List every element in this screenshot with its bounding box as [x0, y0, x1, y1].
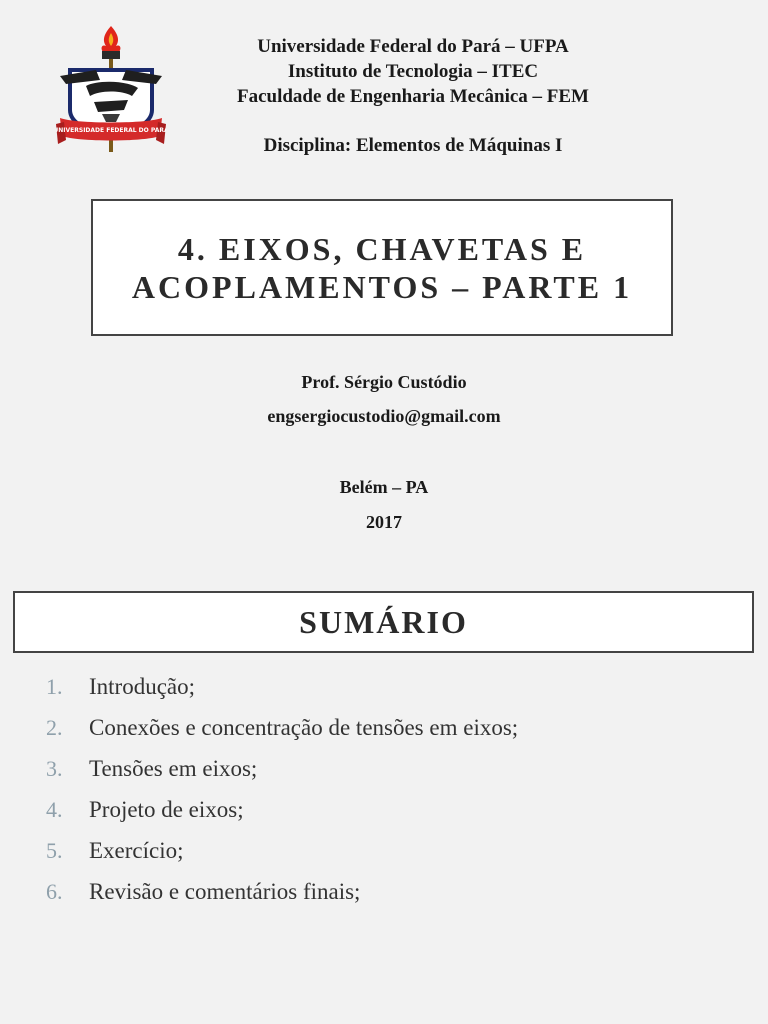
author-email: engsergiocustodio@gmail.com — [267, 406, 501, 426]
faculty-name: Faculdade de Engenharia Mecânica – FEM — [236, 86, 589, 107]
list-text: Conexões e concentração de tensões em eixos; — [89, 714, 519, 740]
year: 2017 — [366, 512, 402, 532]
table-of-contents — [40, 666, 740, 912]
title-line-1: 4. EIXOS, CHAVETAS E — [177, 230, 587, 267]
list-item — [40, 748, 740, 789]
list-number: 4. — [46, 796, 63, 822]
summary-header-box — [13, 591, 754, 653]
list-item — [40, 707, 740, 748]
university-name: Universidade Federal do Pará – UFPA — [257, 36, 569, 57]
university-crest-icon — [56, 24, 166, 156]
list-text: Introdução; — [89, 673, 196, 699]
list-number: 3. — [46, 755, 63, 781]
list-item — [40, 789, 740, 830]
list-text: Projeto de eixos; — [89, 796, 244, 822]
list-item — [40, 666, 740, 707]
list-number: 6. — [46, 878, 63, 904]
list-text: Exercício; — [89, 837, 184, 863]
summary-title: SUMÁRIO — [299, 603, 468, 640]
author-name: Prof. Sérgio Custódio — [301, 372, 467, 392]
list-number: 2. — [46, 714, 63, 740]
location: Belém – PA — [339, 477, 429, 497]
list-number: 1. — [46, 673, 63, 699]
title-line-2: ACOPLAMENTOS – PARTE 1 — [131, 268, 633, 305]
institution-header — [200, 34, 626, 109]
list-text: Revisão e comentários finais; — [89, 878, 361, 904]
title-box — [91, 199, 673, 336]
svg-text:UNIVERSIDADE FEDERAL DO PARÁ: UNIVERSIDADE FEDERAL DO PARÁ — [56, 127, 166, 134]
list-text: Tensões em eixos; — [89, 755, 258, 781]
list-number: 5. — [46, 837, 63, 863]
list-item — [40, 830, 740, 871]
list-item — [40, 871, 740, 912]
discipline-label: Disciplina: Elementos de Máquinas I — [263, 135, 563, 156]
institute-name: Instituto de Tecnologia – ITEC — [287, 61, 539, 82]
